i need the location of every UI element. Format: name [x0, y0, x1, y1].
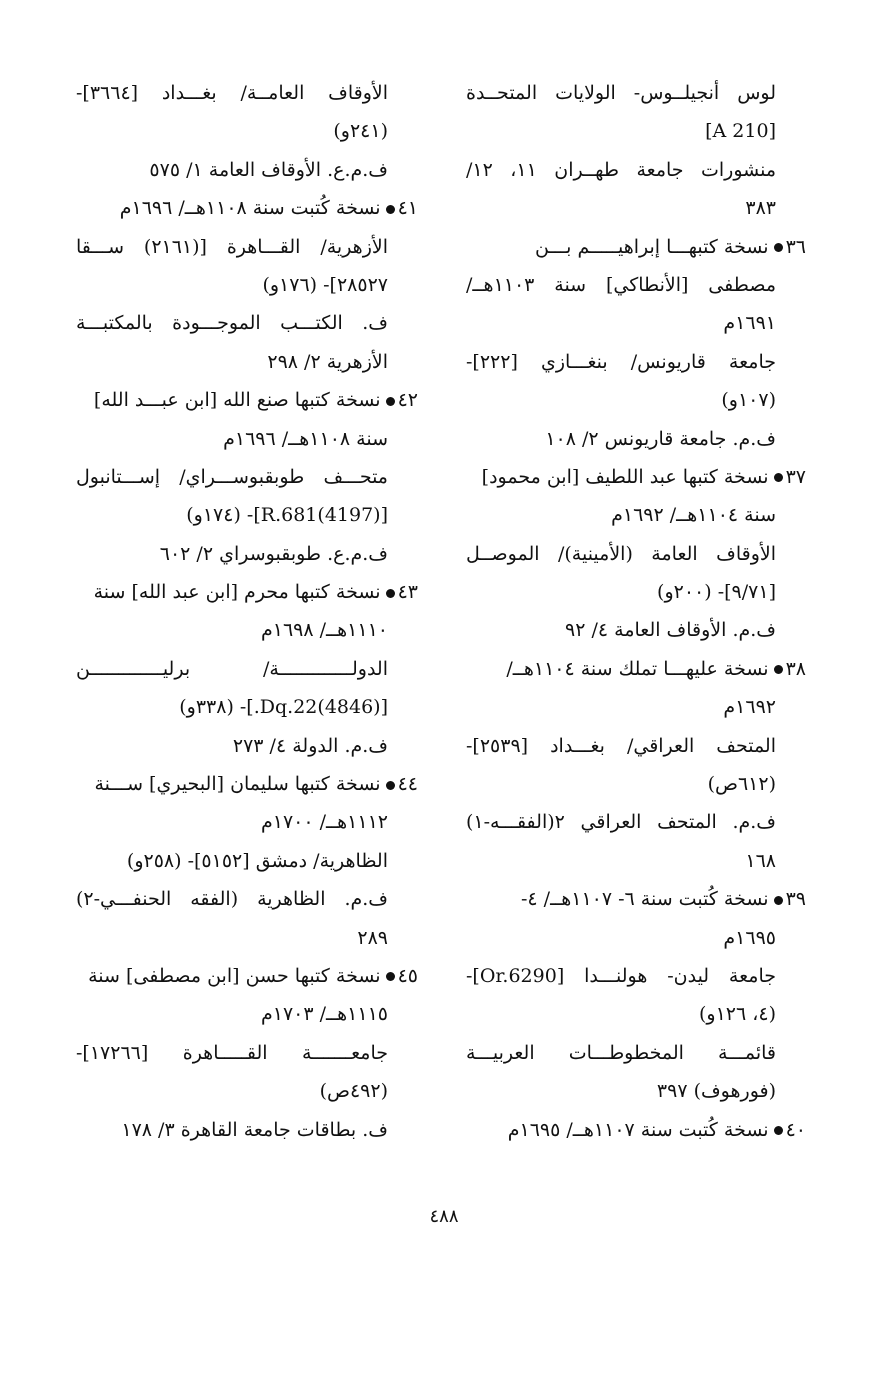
bullet-icon — [774, 665, 783, 674]
text-line — [76, 1072, 418, 1110]
entry-number: ٣٩ — [785, 888, 806, 911]
line-text: الظاهرية/ دمشق [٥١٥٢]- (٢٥٨و) — [126, 849, 388, 872]
text-line — [76, 1034, 418, 1072]
text-line — [76, 458, 418, 496]
text-line — [466, 842, 806, 880]
bullet-icon — [386, 781, 395, 790]
text-line — [466, 688, 806, 726]
entry-number: ٣٦ — [785, 235, 806, 258]
text-line — [76, 995, 418, 1033]
text-line — [466, 611, 806, 649]
page-number: ٤٨٨ — [429, 1206, 459, 1227]
text-line — [76, 151, 418, 189]
line-text: ف. بطاقات جامعة القاهرة ٣/ ١٧٨ — [121, 1118, 388, 1141]
text-line — [466, 535, 806, 573]
line-text: ف.م. المتحف العراقي ٢(الفقـــه-١) — [466, 811, 776, 834]
text-line — [466, 266, 806, 304]
entry-text: نسخة كتبها محرم [ابن عبد الله] سنة — [93, 581, 381, 604]
text-line — [466, 496, 806, 534]
text-line — [76, 112, 418, 150]
line-text: منشورات جامعة طهــران ١١، ١٢/ — [466, 158, 777, 181]
text-line — [466, 151, 806, 189]
line-text: (فورهوف) ٣٩٧ — [656, 1080, 776, 1103]
bullet-icon — [774, 473, 783, 482]
text-line — [76, 74, 418, 112]
text-line — [76, 611, 418, 649]
text-line — [76, 228, 418, 266]
line-text: ف.م. جامعة قاريونس ٢/ ١٠٨ — [545, 427, 776, 450]
text-line — [76, 1111, 418, 1149]
line-text: سنة ١١٠٨هــ/ ١٦٩٦م — [223, 427, 388, 450]
bullet-icon — [386, 397, 395, 406]
line-text: ١٦٩٥م — [723, 926, 776, 949]
entry-number: ٤٣ — [397, 581, 418, 604]
bullet-icon — [774, 896, 783, 905]
right-column — [466, 74, 806, 1149]
line-text: ف.م. الأوقاف العامة ٤/ ٩٢ — [565, 619, 776, 642]
line-text: الأوقاف العامة (الأمينية)/ الموصــل — [466, 542, 776, 565]
entry-number: ٣٧ — [785, 465, 806, 488]
text-line — [466, 381, 806, 419]
line-text: جامعـــــــة القـــــاهرة [١٧٢٦٦]- — [76, 1041, 388, 1064]
text-line — [466, 957, 806, 995]
line-text: (٢٤١و) — [333, 120, 388, 143]
line-text: (٤، ١٢٦و) — [698, 1003, 776, 1026]
entry-heading — [76, 957, 418, 995]
bullet-icon — [386, 205, 395, 214]
entry-text: نسخة كتبها صنع الله [ابن عبـــد الله] — [93, 389, 381, 412]
line-text: ١١١٥هــ/ ١٧٠٣م — [260, 1003, 388, 1026]
text-line — [76, 304, 418, 342]
entry-heading — [76, 765, 418, 803]
text-line — [466, 573, 806, 611]
text-line — [76, 803, 418, 841]
entry-heading — [466, 880, 806, 918]
line-text: الدولـــــــــــــة/ برليـــــــــــــن — [76, 657, 388, 680]
bullet-icon — [386, 589, 395, 598]
line-text: متحـــف طوبقبوســـراي/ إســـتانبول — [76, 465, 388, 488]
entry-number: ٤١ — [397, 197, 418, 220]
entry-text: نسخة كُتبت سنة ١١٠٧هــ/ ١٦٩٥م — [507, 1118, 769, 1141]
entry-text: نسخة كُتبت سنة ١١٠٨هــ/ ١٦٩٦م — [119, 197, 381, 220]
entry-heading — [76, 573, 418, 611]
entry-text: نسخة عليهـــا تملك سنة ١١٠٤هــ/ — [506, 657, 769, 680]
entry-number: ٣٨ — [785, 657, 806, 680]
text-line — [466, 304, 806, 342]
line-text: ١١١٠هــ/ ١٦٩٨م — [260, 619, 388, 642]
text-line — [76, 496, 418, 534]
text-line — [466, 420, 806, 458]
left-column — [76, 74, 418, 1149]
line-text: [٩/٧١]- (٢٠٠و) — [657, 581, 776, 604]
entry-text: نسخة كتبها عبد اللطيف [ابن محمود] — [481, 465, 769, 488]
line-text: ٢٨٩ — [357, 926, 388, 949]
entry-heading — [466, 650, 806, 688]
entry-heading — [76, 189, 418, 227]
line-text: ف.م.ع. الأوقاف العامة ١/ ٥٧٥ — [149, 158, 388, 181]
line-text: [(4197)R.681]- (١٧٤و) — [186, 504, 388, 527]
text-line — [466, 1034, 806, 1072]
line-text: جامعة ليدن- هولنـــدا [Or.6290]- — [466, 964, 776, 987]
line-text: ١٦٨ — [745, 849, 776, 872]
line-text: جامعة قاريونس/ بنغـــازي [٢٢٢]- — [466, 350, 776, 373]
text-line — [466, 343, 806, 381]
line-text: (٦١٢ص) — [707, 773, 776, 796]
line-text: مصطفى [الأنطاكي] سنة ١١٠٣هــ/ — [466, 273, 776, 296]
line-text: ٣٨٣ — [745, 197, 776, 220]
text-line — [466, 1072, 806, 1110]
bullet-icon — [774, 1126, 783, 1135]
entry-number: ٤٤ — [397, 773, 418, 796]
text-line — [466, 919, 806, 957]
entry-text: نسخة كتبها سليمان [البحيري] ســـنة — [94, 773, 381, 796]
bullet-icon — [386, 972, 395, 981]
line-text: (١٠٧و) — [721, 389, 776, 412]
line-text: ١٦٩٢م — [723, 696, 776, 719]
line-text: ٢٨٥٢٧]- (١٧٦و) — [262, 273, 388, 296]
text-line — [76, 535, 418, 573]
line-text: ف. الكتـــب الموجـــودة بالمكتبـــة — [76, 312, 388, 335]
entry-heading — [466, 1111, 806, 1149]
text-line — [76, 420, 418, 458]
text-line — [466, 765, 806, 803]
line-text: ف.م. الظاهرية (الفقه الحنفـــي-٢) — [76, 888, 388, 911]
entry-text: نسخة كُتبت سنة ٦- ١١٠٧هــ/ ٤- — [521, 888, 769, 911]
text-line — [466, 74, 806, 112]
text-line — [76, 650, 418, 688]
line-text: ١٦٩١م — [723, 312, 776, 335]
line-text: الأزهرية ٢/ ٢٩٨ — [267, 350, 388, 373]
line-text: الأزهرية/ القـــاهرة [(٢١٦١) ســـقا — [76, 235, 388, 258]
text-line — [466, 995, 806, 1033]
text-line — [76, 688, 418, 726]
line-text: قائمـــة المخطوطـــات العربيـــة — [466, 1041, 776, 1064]
text-line — [466, 727, 806, 765]
line-text: الأوقاف العامــة/ بغـــداد [٣٦٦٤]- — [76, 82, 388, 104]
entry-number: ٤٥ — [397, 964, 418, 987]
bullet-icon — [774, 243, 783, 252]
text-line — [76, 343, 418, 381]
line-text: ف.م.ع. طوبقبوسراي ٢/ ٦٠٢ — [159, 542, 388, 565]
line-text: (٤٩٢ص) — [319, 1080, 388, 1103]
text-line — [466, 112, 806, 150]
entry-text: نسخة كتبهـــا إبراهيـــــم بـــن — [535, 235, 769, 258]
line-text: سنة ١١٠٤هــ/ ١٦٩٢م — [611, 504, 776, 527]
entry-heading — [76, 381, 418, 419]
entry-heading — [466, 458, 806, 496]
line-text: ١١١٢هــ/ ١٧٠٠م — [260, 811, 388, 834]
entry-text: نسخة كتبها حسن [ابن مصطفى] سنة — [88, 964, 381, 987]
line-text: [(4846)Dq.22.]- (٣٣٨و) — [179, 696, 388, 719]
text-line — [466, 189, 806, 227]
entry-number: ٤٢ — [397, 389, 418, 412]
text-line — [76, 266, 418, 304]
line-text: لوس أنجيلــوس- الولايات المتحــدة — [466, 82, 776, 104]
entry-heading — [466, 228, 806, 266]
line-text: ف.م. الدولة ٤/ ٢٧٣ — [232, 734, 388, 757]
text-line — [76, 842, 418, 880]
text-line — [76, 727, 418, 765]
entry-number: ٤٠ — [785, 1118, 806, 1141]
text-line — [76, 919, 418, 957]
line-text: المتحف العراقي/ بغـــداد [٢٥٣٩]- — [466, 734, 776, 757]
text-line — [466, 803, 806, 841]
line-text: [A 210] — [705, 120, 776, 143]
text-line — [76, 880, 418, 918]
